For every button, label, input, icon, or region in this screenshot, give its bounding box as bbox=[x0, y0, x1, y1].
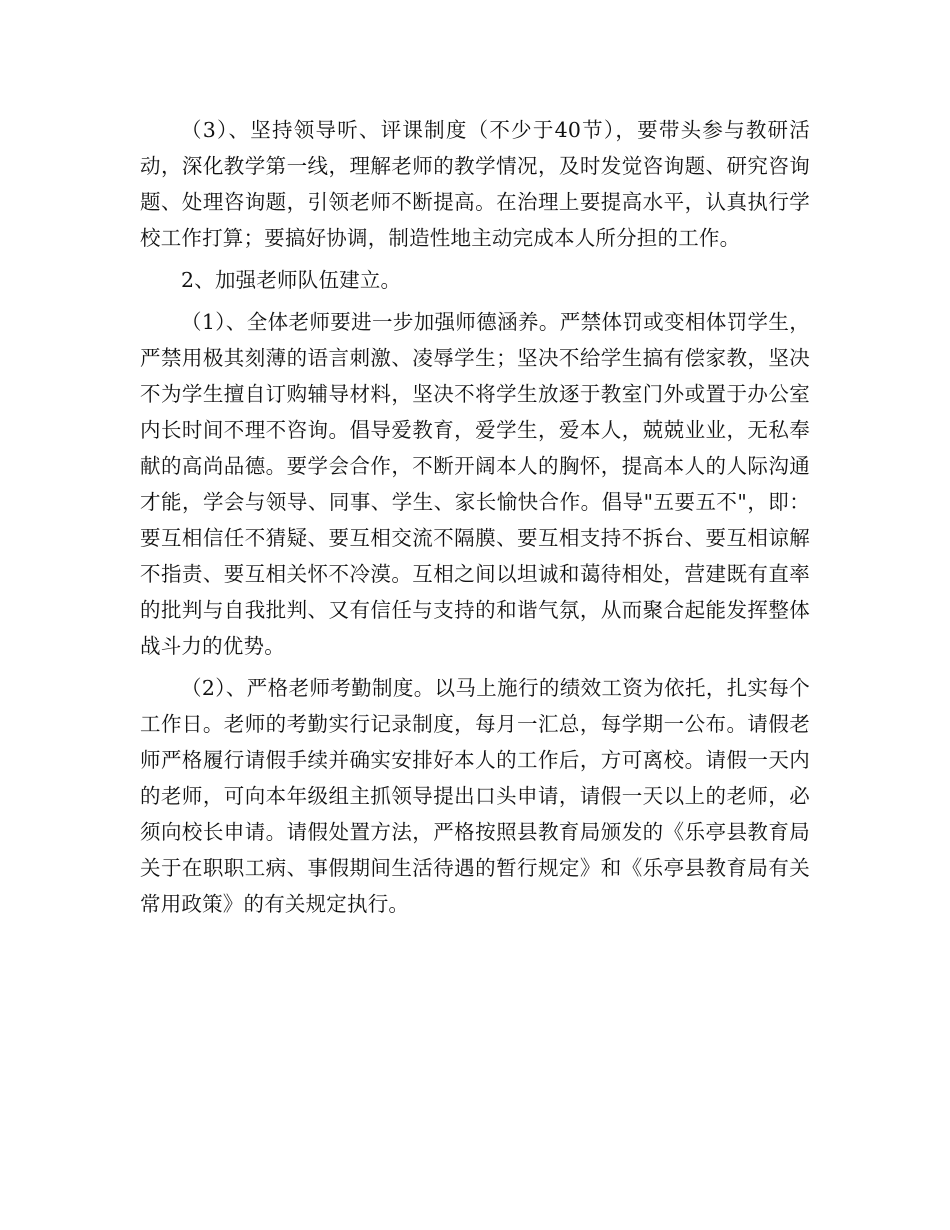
document-body bbox=[140, 112, 810, 928]
section-heading-teacher-team: 2、加强老师队伍建立。 bbox=[181, 268, 402, 292]
paragraph-teacher-ethics: （1）、全体老师要进一步加强师德涵养。严禁体罚或变相体罚学生，严禁用极其刻薄的语言刺激、凌辱学生；坚决不给学生搞有偿家教，坚决不为学生擅自订购辅导材料，坚决不将学生放逐于教室门外或置于办公室内长时间不理不咨询。倡导爱教育，爱学生，爱本人，兢兢业业，无私奉献的高尚品德。要学会合作，不断开阔本人的胸怀，提高本人的人际沟通才能，学会与领导、同事、学生、家长愉快合作。倡导"五要五不"，即：要互相信任不猜疑、要互相交流不隔膜、要互相支持不拆台、要互相谅解不指责、要互相关怀不冷漠。互相之间以坦诚和蔼待相处，营建既有直率的批判与自我批判、又有信任与支持的和谐气氛，从而聚合起能发挥整体战斗力的优势。 bbox=[140, 310, 810, 658]
paragraph-attendance-system: （2）、严格老师考勤制度。以马上施行的绩效工资为依托，扎实每个工作日。老师的考勤实行记录制度，每月一汇总，每学期一公布。请假老师严格履行请假手续并确实安排好本人的工作后，方可离校。请假一天内的老师，可向本年级组主抓领导提出口头申请，请假一天以上的老师，必须向校长申请。请假处置方法，严格按照县教育局颁发的《乐亭县教育局关于在职职工病、事假期间生活待遇的暂行规定》和《乐亭县教育局有关常用政策》的有关规定执行。 bbox=[140, 676, 810, 916]
paragraph-leader-lesson-evaluation: （3）、坚持领导听、评课制度（不少于40节），要带头参与教研活动，深化教学第一线，理解老师的教学情况，及时发觉咨询题、研究咨询题、处理咨询题，引领老师不断提高。在治理上要提高水平，认真执行学校工作打算；要搞好协调，制造性地主动完成本人所分担的工作。 bbox=[140, 118, 810, 250]
